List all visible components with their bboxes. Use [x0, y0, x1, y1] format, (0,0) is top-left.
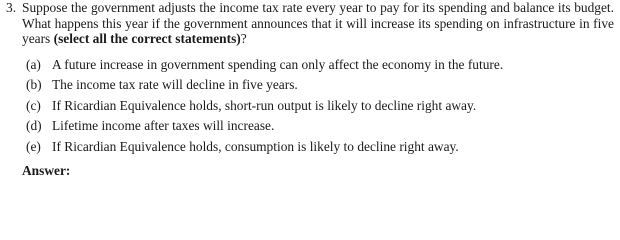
option-label: (c): [26, 97, 41, 113]
options-list: [26, 55, 606, 157]
option-label: (d): [26, 118, 42, 134]
option-c: [26, 96, 606, 116]
option-text: If Ricardian Equivalence holds, short-run output is likely to decline right away.: [52, 97, 477, 113]
option-label: (e): [26, 138, 41, 154]
option-text: A future increase in government spending can only affect the economy in the future.: [52, 57, 504, 72]
option-text: Lifetime income after taxes will increase.: [52, 118, 275, 134]
option-text: The income tax rate will decline in five years.: [52, 77, 298, 93]
question-text-part1: Suppose the government adjusts the income tax rate every year to pay for its spending and balance its budget. What happens this year if the government announces that it will increase its spending on infrastructure in five years: [22, 0, 614, 47]
option-b: [26, 75, 606, 95]
question-block: [6, 0, 614, 47]
option-a: [26, 55, 606, 75]
option-d: [26, 116, 606, 136]
option-e: [26, 137, 606, 157]
question-text: [22, 0, 614, 47]
question-text-bold: (select all the correct statements): [53, 31, 241, 47]
question-number: 3.: [6, 0, 17, 15]
option-label: (a): [26, 57, 41, 72]
answer-label: Answer:: [22, 163, 71, 178]
question-stem: [6, 0, 614, 47]
option-label: (b): [26, 77, 42, 93]
option-text: If Ricardian Equivalence holds, consumption is likely to decline right away.: [52, 138, 459, 154]
question-text-part2: ?: [240, 31, 247, 47]
